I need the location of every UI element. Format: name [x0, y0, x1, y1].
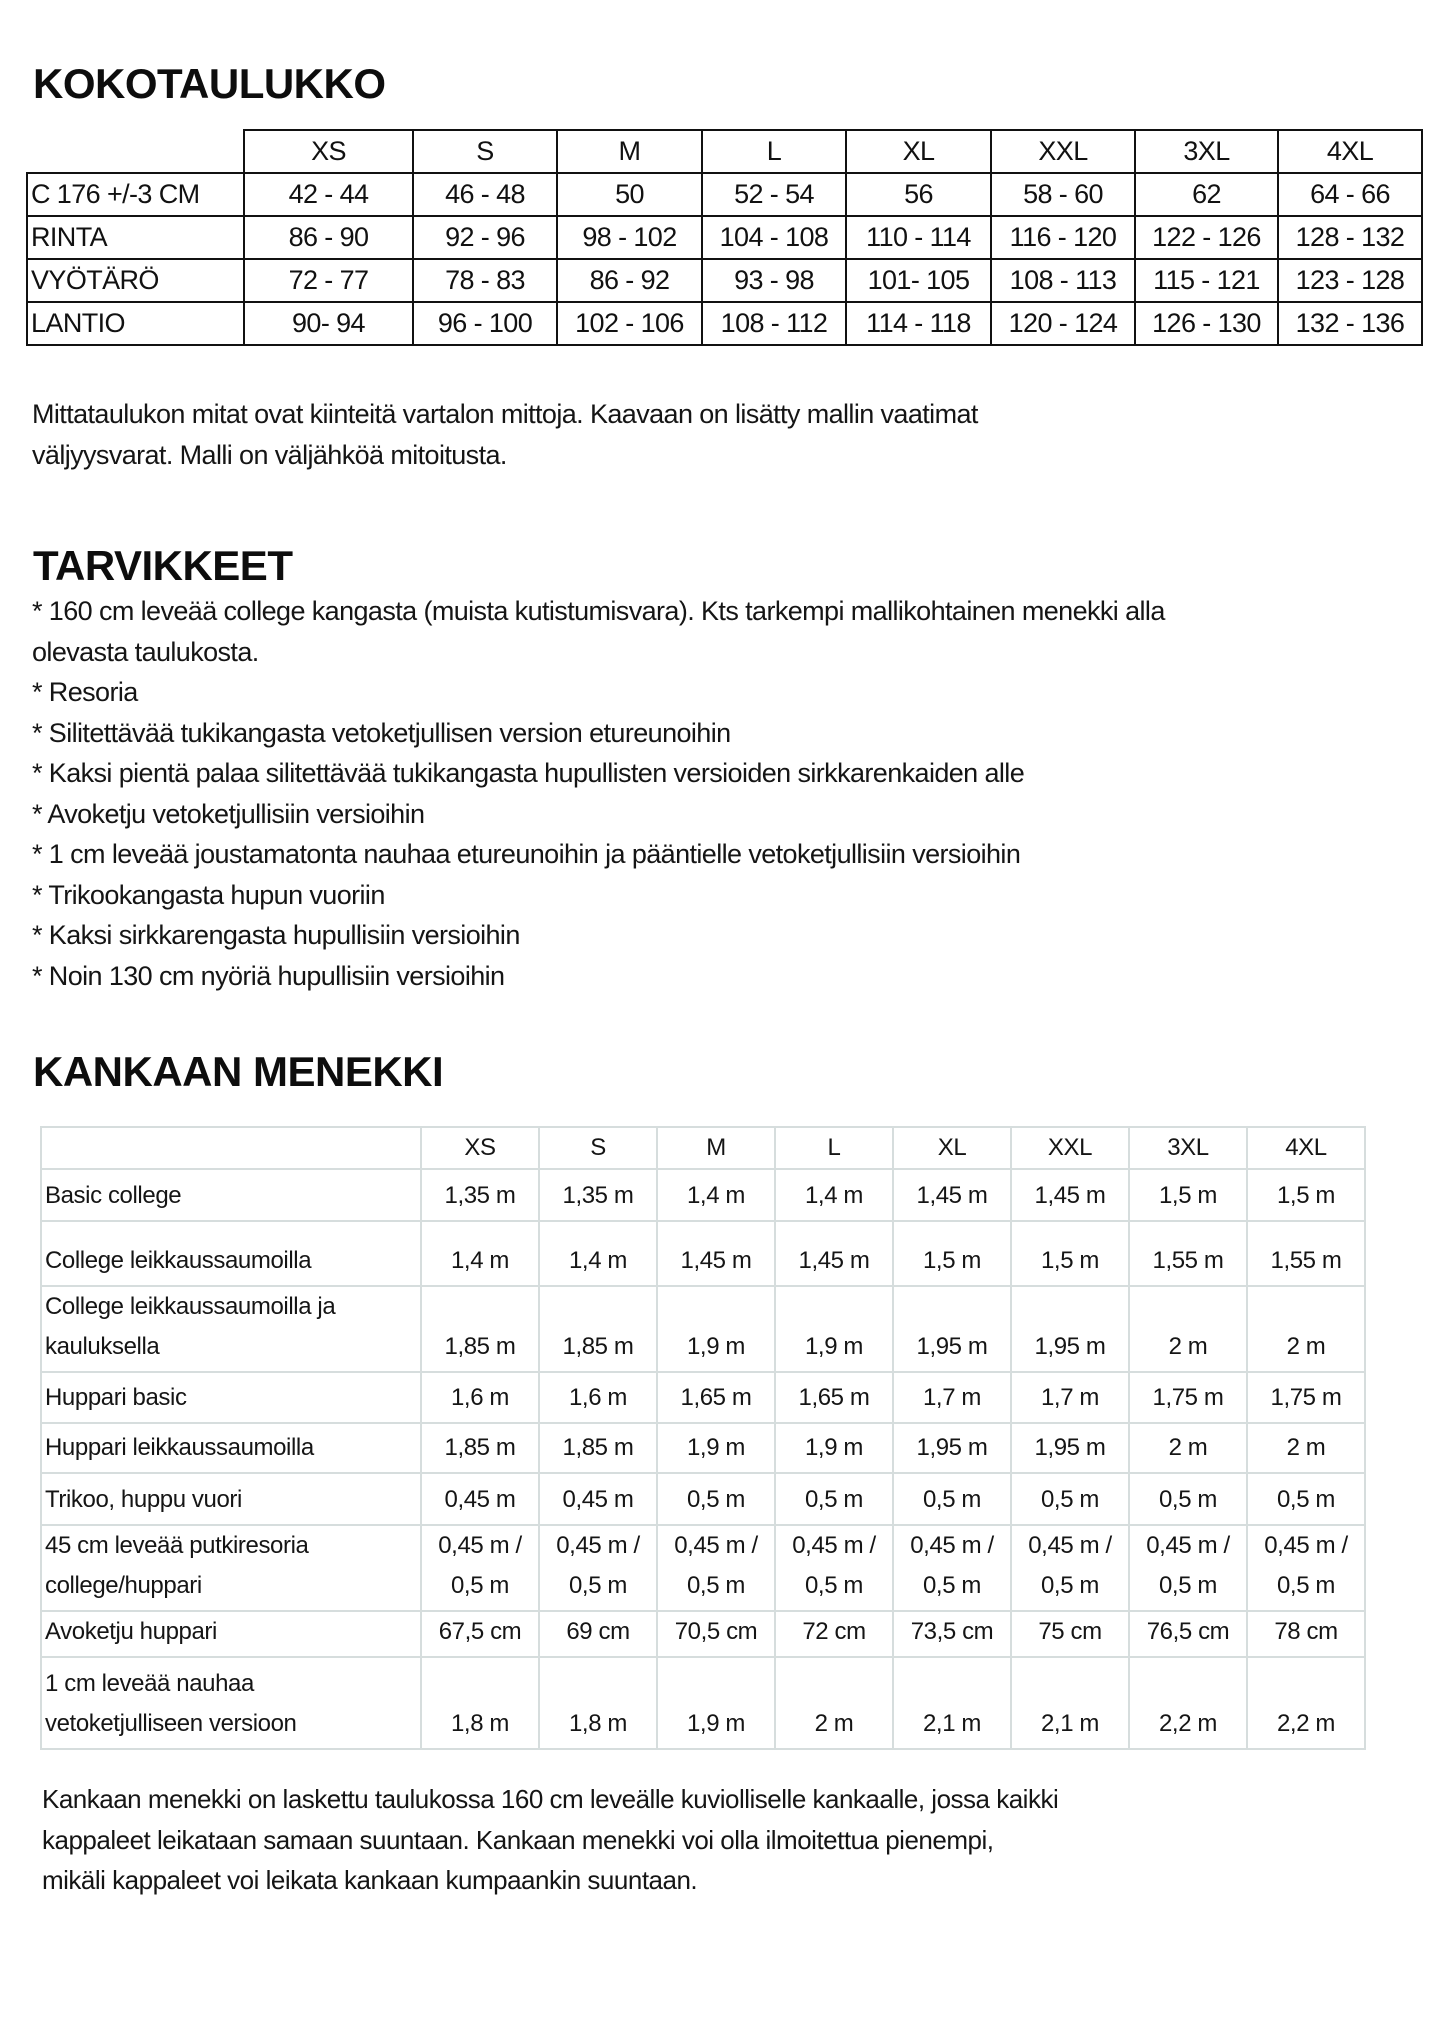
usage-value: 0,5 m: [686, 1572, 746, 1599]
row-label: [41, 1169, 421, 1221]
row-label: [41, 1657, 421, 1749]
size-chart-table: [26, 129, 1423, 346]
usage-cell: [1011, 1423, 1129, 1473]
measurement-cell: 92 - 96: [413, 216, 557, 259]
size-column-header: L: [702, 130, 846, 173]
measurement-cell: 64 - 66: [1278, 173, 1422, 216]
usage-cell: [1247, 1372, 1365, 1423]
usage-value: 1,95 m: [916, 1333, 988, 1360]
usage-cell: [1011, 1221, 1129, 1286]
usage-cell: [539, 1221, 657, 1286]
empty-corner-cell: [41, 1127, 421, 1169]
list-item: olevasta taulukosta.: [32, 636, 259, 667]
usage-cell: [657, 1473, 775, 1525]
usage-value: 1,7 m: [922, 1384, 982, 1411]
measurement-cell: 46 - 48: [413, 173, 557, 216]
usage-cell: [775, 1423, 893, 1473]
usage-cell: [1247, 1657, 1365, 1749]
usage-value: 75 cm: [1038, 1618, 1102, 1645]
usage-cell: [1129, 1657, 1247, 1749]
row-label: [41, 1286, 421, 1372]
table-row: [41, 1657, 1365, 1749]
fabric-usage-table: [40, 1126, 1366, 1750]
measurement-cell: 42 - 44: [244, 173, 413, 216]
usage-cell: [893, 1473, 1011, 1525]
measurement-cell: 114 - 118: [846, 302, 991, 345]
measurement-cell: 62: [1135, 173, 1278, 216]
usage-cell: [1129, 1372, 1247, 1423]
list-item: * Avoketju vetoketjullisiin versioihin: [32, 798, 425, 829]
row-label: [41, 1221, 421, 1286]
usage-cell: [1011, 1611, 1129, 1657]
size-chart-title: KOKOTAULUKKO: [33, 60, 386, 107]
table-row: [41, 1169, 1365, 1221]
usage-cell: [421, 1221, 539, 1286]
size-column-header: XXL: [991, 130, 1135, 173]
size-column-header: XL: [893, 1127, 1011, 1169]
table-row: [27, 173, 1422, 216]
size-column-header: XXL: [1011, 1127, 1129, 1169]
usage-value: 0,45 m /: [1264, 1532, 1348, 1559]
fabric-header-row: [41, 1127, 1365, 1169]
usage-cell: [775, 1286, 893, 1372]
usage-cell: [1129, 1611, 1247, 1657]
usage-value: 0,5 m: [1276, 1486, 1336, 1513]
usage-cell: [539, 1286, 657, 1372]
row-label: [41, 1423, 421, 1473]
usage-value: 0,5 m: [1158, 1486, 1218, 1513]
row-label: C 176 +/-3 CM: [27, 173, 244, 216]
usage-value: 1,4 m: [450, 1247, 510, 1274]
usage-value: 0,5 m: [922, 1572, 982, 1599]
row-label-line: 1 cm leveää nauhaa: [45, 1670, 254, 1697]
row-label-line: Basic college: [45, 1182, 182, 1209]
usage-cell: [1247, 1169, 1365, 1221]
table-row: [41, 1286, 1365, 1372]
usage-cell: [1129, 1423, 1247, 1473]
usage-cell: [657, 1423, 775, 1473]
usage-cell: [893, 1423, 1011, 1473]
usage-value: 0,45 m /: [910, 1532, 994, 1559]
usage-cell: [893, 1372, 1011, 1423]
note-line: Kankaan menekki on laskettu taulukossa 160 cm leveälle kuviolliselle kankaalle, jossa kaikki: [42, 1784, 1059, 1814]
row-label-line: Avoketju huppari: [45, 1618, 217, 1645]
usage-value: 1,9 m: [686, 1710, 746, 1737]
usage-value: 1,95 m: [916, 1434, 988, 1461]
usage-cell: [657, 1169, 775, 1221]
usage-value: 1,45 m: [1034, 1182, 1106, 1209]
usage-cell: [1011, 1286, 1129, 1372]
usage-value: 1,35 m: [444, 1182, 516, 1209]
usage-value: 0,5 m: [686, 1486, 746, 1513]
measurement-cell: 101- 105: [846, 259, 991, 302]
measurement-cell: 52 - 54: [702, 173, 846, 216]
usage-value: 1,55 m: [1152, 1247, 1224, 1274]
usage-cell: [775, 1221, 893, 1286]
usage-cell: [421, 1473, 539, 1525]
table-row: [41, 1372, 1365, 1423]
row-label-line: Huppari leikkaussaumoilla: [45, 1434, 314, 1461]
usage-value: 1,85 m: [444, 1333, 516, 1360]
measurement-cell: 116 - 120: [991, 216, 1135, 259]
usage-value: 0,45 m /: [792, 1532, 876, 1559]
usage-cell: [657, 1372, 775, 1423]
measurement-cell: 98 - 102: [557, 216, 702, 259]
usage-value: 1,55 m: [1270, 1247, 1342, 1274]
usage-value: 1,85 m: [444, 1434, 516, 1461]
size-column-header: XS: [421, 1127, 539, 1169]
usage-cell: [775, 1473, 893, 1525]
usage-cell: [1011, 1473, 1129, 1525]
row-label-line: vetoketjulliseen versioon: [45, 1710, 297, 1737]
usage-value: 78 cm: [1274, 1618, 1338, 1645]
usage-value: 0,45 m: [444, 1486, 516, 1513]
size-column-header: 4XL: [1247, 1127, 1365, 1169]
empty-corner-cell: [27, 130, 244, 173]
usage-value: 1,4 m: [568, 1247, 628, 1274]
list-item: * 1 cm leveää joustamatonta nauhaa etureunoihin ja pääntielle vetoketjullisiin versioihin: [32, 839, 1021, 869]
usage-value: 0,5 m: [804, 1572, 864, 1599]
usage-value: 1,45 m: [798, 1247, 870, 1274]
note-line: väljyysvarat. Malli on väljähköä mitoitusta.: [32, 439, 507, 470]
usage-value: 0,45 m /: [438, 1532, 522, 1559]
row-label-line: Huppari basic: [45, 1384, 187, 1411]
usage-cell: [1129, 1286, 1247, 1372]
row-label-line: College leikkaussaumoilla ja: [45, 1293, 336, 1320]
usage-value: 1,8 m: [568, 1710, 628, 1737]
usage-cell: [1247, 1423, 1365, 1473]
usage-cell: [421, 1525, 539, 1611]
measurement-cell: 58 - 60: [991, 173, 1135, 216]
usage-cell: [657, 1286, 775, 1372]
usage-value: 2 m: [1286, 1333, 1326, 1360]
usage-value: 0,5 m: [1040, 1486, 1100, 1513]
usage-cell: [1129, 1221, 1247, 1286]
measurement-cell: 108 - 112: [702, 302, 846, 345]
measurement-cell: 110 - 114: [846, 216, 991, 259]
usage-value: 0,5 m: [568, 1572, 628, 1599]
size-column-header: XL: [846, 130, 991, 173]
list-item: * 160 cm leveää college kangasta (muista kutistumisvara). Kts tarkempi mallikohtainen menekki alla: [32, 596, 1165, 626]
usage-cell: [893, 1525, 1011, 1611]
row-label: LANTIO: [27, 302, 244, 345]
usage-cell: [1247, 1525, 1365, 1611]
measurement-cell: 123 - 128: [1278, 259, 1422, 302]
size-column-header: 4XL: [1278, 130, 1422, 173]
measurement-cell: 86 - 90: [244, 216, 413, 259]
usage-cell: [1247, 1611, 1365, 1657]
measurement-cell: 86 - 92: [557, 259, 702, 302]
measurement-cell: 96 - 100: [413, 302, 557, 345]
table-row: [27, 216, 1422, 259]
usage-value: 0,5 m: [922, 1486, 982, 1513]
table-row: [41, 1473, 1365, 1525]
table-row: [27, 302, 1422, 345]
supplies-list: [32, 591, 1165, 996]
usage-value: 1,5 m: [1158, 1182, 1218, 1209]
usage-cell: [539, 1423, 657, 1473]
usage-value: 1,65 m: [798, 1384, 870, 1411]
usage-cell: [893, 1611, 1011, 1657]
list-item: * Noin 130 cm nyöriä hupullisiin versioihin: [32, 960, 505, 991]
usage-value: 1,8 m: [450, 1710, 510, 1737]
table-row: [41, 1611, 1365, 1657]
measurement-cell: 78 - 83: [413, 259, 557, 302]
row-label: [41, 1525, 421, 1611]
usage-cell: [421, 1286, 539, 1372]
table-row: [41, 1525, 1365, 1611]
usage-cell: [539, 1473, 657, 1525]
usage-value: 2 m: [1286, 1434, 1326, 1461]
usage-value: 1,9 m: [686, 1333, 746, 1360]
usage-cell: [775, 1657, 893, 1749]
usage-value: 1,75 m: [1152, 1384, 1224, 1411]
usage-cell: [657, 1221, 775, 1286]
fabric-usage-note: [42, 1779, 1058, 1901]
usage-value: 1,5 m: [922, 1247, 982, 1274]
usage-value: 2 m: [1168, 1333, 1208, 1360]
table-row: [41, 1423, 1365, 1473]
measurement-cell: 72 - 77: [244, 259, 413, 302]
usage-cell: [421, 1372, 539, 1423]
usage-value: 1,35 m: [562, 1182, 634, 1209]
usage-value: 0,5 m: [804, 1486, 864, 1513]
usage-value: 0,45 m /: [1146, 1532, 1230, 1559]
usage-cell: [657, 1525, 775, 1611]
measurement-cell: 122 - 126: [1135, 216, 1278, 259]
usage-value: 2,2 m: [1158, 1710, 1218, 1737]
usage-value: 1,5 m: [1276, 1182, 1336, 1209]
usage-value: 1,95 m: [1034, 1333, 1106, 1360]
list-item: * Trikookangasta hupun vuoriin: [32, 879, 385, 910]
usage-value: 70,5 cm: [674, 1618, 758, 1645]
list-item: * Silitettävää tukikangasta vetoketjullisen version etureunoihin: [32, 717, 731, 748]
usage-value: 1,6 m: [568, 1384, 628, 1411]
row-label-line: college/huppari: [45, 1572, 202, 1599]
measurement-cell: 115 - 121: [1135, 259, 1278, 302]
usage-cell: [775, 1611, 893, 1657]
measurement-cell: 108 - 113: [991, 259, 1135, 302]
usage-value: 1,45 m: [916, 1182, 988, 1209]
supplies-title: TARVIKKEET: [33, 542, 293, 589]
measurement-cell: 50: [557, 173, 702, 216]
usage-cell: [539, 1657, 657, 1749]
measurement-cell: 120 - 124: [991, 302, 1135, 345]
row-label: [41, 1611, 421, 1657]
usage-value: 1,7 m: [1040, 1384, 1100, 1411]
usage-value: 2 m: [814, 1710, 854, 1737]
usage-value: 1,85 m: [562, 1333, 634, 1360]
usage-value: 0,5 m: [1158, 1572, 1218, 1599]
fabric-usage-title: KANKAAN MENEKKI: [33, 1048, 444, 1095]
usage-cell: [1129, 1169, 1247, 1221]
usage-cell: [1247, 1286, 1365, 1372]
table-row: [41, 1221, 1365, 1286]
usage-value: 1,9 m: [804, 1434, 864, 1461]
size-chart-note: [32, 394, 978, 475]
usage-cell: [1011, 1372, 1129, 1423]
note-line: kappaleet leikataan samaan suuntaan. Kankaan menekki voi olla ilmoitettua pienempi,: [42, 1824, 994, 1855]
size-column-header: XS: [244, 130, 413, 173]
note-line: Mittataulukon mitat ovat kiinteitä vartalon mittoja. Kaavaan on lisätty mallin vaatimat: [32, 399, 978, 429]
usage-value: 1,45 m: [680, 1247, 752, 1274]
usage-value: 0,5 m: [1040, 1572, 1100, 1599]
row-label-line: College leikkaussaumoilla: [45, 1247, 312, 1274]
usage-cell: [893, 1657, 1011, 1749]
usage-value: 2,2 m: [1276, 1710, 1336, 1737]
row-label: [41, 1473, 421, 1525]
size-header-row: [27, 130, 1422, 173]
usage-cell: [1011, 1525, 1129, 1611]
usage-value: 67,5 cm: [438, 1618, 522, 1645]
usage-value: 1,9 m: [804, 1333, 864, 1360]
list-item: * Kaksi pientä palaa silitettävää tukikangasta hupullisten versioiden sirkkarenkaiden alle: [32, 758, 1025, 788]
usage-cell: [775, 1525, 893, 1611]
usage-value: 0,5 m: [1276, 1572, 1336, 1599]
usage-cell: [1129, 1473, 1247, 1525]
usage-cell: [539, 1611, 657, 1657]
usage-value: 72 cm: [802, 1618, 866, 1645]
usage-cell: [539, 1372, 657, 1423]
list-item: * Resoria: [32, 677, 138, 707]
usage-cell: [893, 1169, 1011, 1221]
usage-value: 1,5 m: [1040, 1247, 1100, 1274]
note-line: mikäli kappaleet voi leikata kankaan kumpaankin suuntaan.: [42, 1865, 698, 1895]
size-column-header: M: [557, 130, 702, 173]
measurement-cell: 102 - 106: [557, 302, 702, 345]
usage-cell: [1011, 1657, 1129, 1749]
row-label-line: Trikoo, huppu vuori: [45, 1486, 242, 1513]
row-label: VYÖTÄRÖ: [27, 259, 244, 302]
size-column-header: 3XL: [1135, 130, 1278, 173]
usage-value: 76,5 cm: [1146, 1618, 1230, 1645]
usage-cell: [775, 1169, 893, 1221]
usage-cell: [657, 1611, 775, 1657]
measurement-cell: 93 - 98: [702, 259, 846, 302]
usage-cell: [539, 1169, 657, 1221]
size-column-header: M: [657, 1127, 775, 1169]
usage-value: 0,5 m: [450, 1572, 510, 1599]
usage-value: 0,45 m: [562, 1486, 634, 1513]
usage-value: 1,4 m: [686, 1182, 746, 1209]
row-label-line: 45 cm leveää putkiresoria: [45, 1532, 309, 1559]
measurement-cell: 128 - 132: [1278, 216, 1422, 259]
usage-value: 0,45 m /: [674, 1532, 758, 1559]
size-column-header: S: [539, 1127, 657, 1169]
usage-value: 1,95 m: [1034, 1434, 1106, 1461]
usage-cell: [657, 1657, 775, 1749]
usage-cell: [893, 1286, 1011, 1372]
row-label: RINTA: [27, 216, 244, 259]
usage-cell: [775, 1372, 893, 1423]
usage-value: 0,45 m /: [556, 1532, 640, 1559]
row-label-line: kauluksella: [45, 1333, 160, 1360]
usage-cell: [421, 1657, 539, 1749]
measurement-cell: 132 - 136: [1278, 302, 1422, 345]
usage-value: 73,5 cm: [910, 1618, 994, 1645]
table-row: [27, 259, 1422, 302]
measurement-cell: 104 - 108: [702, 216, 846, 259]
size-column-header: 3XL: [1129, 1127, 1247, 1169]
usage-cell: [1129, 1525, 1247, 1611]
usage-cell: [1011, 1169, 1129, 1221]
usage-value: 1,75 m: [1270, 1384, 1342, 1411]
usage-value: 1,9 m: [686, 1434, 746, 1461]
usage-value: 2,1 m: [922, 1710, 982, 1737]
usage-value: 1,4 m: [804, 1182, 864, 1209]
size-column-header: L: [775, 1127, 893, 1169]
measurement-cell: 90- 94: [244, 302, 413, 345]
list-item: * Kaksi sirkkarengasta hupullisiin versioihin: [32, 920, 520, 950]
usage-cell: [1247, 1221, 1365, 1286]
usage-value: 1,85 m: [562, 1434, 634, 1461]
measurement-cell: 126 - 130: [1135, 302, 1278, 345]
usage-value: 2,1 m: [1040, 1710, 1100, 1737]
size-column-header: S: [413, 130, 557, 173]
measurement-cell: 56: [846, 173, 991, 216]
usage-cell: [893, 1221, 1011, 1286]
usage-cell: [421, 1169, 539, 1221]
usage-cell: [539, 1525, 657, 1611]
usage-value: 0,45 m /: [1028, 1532, 1112, 1559]
usage-value: 2 m: [1168, 1434, 1208, 1461]
usage-value: 69 cm: [566, 1618, 630, 1645]
usage-cell: [421, 1611, 539, 1657]
usage-value: 1,6 m: [450, 1384, 510, 1411]
usage-cell: [421, 1423, 539, 1473]
usage-cell: [1247, 1473, 1365, 1525]
row-label: [41, 1372, 421, 1423]
usage-value: 1,65 m: [680, 1384, 752, 1411]
